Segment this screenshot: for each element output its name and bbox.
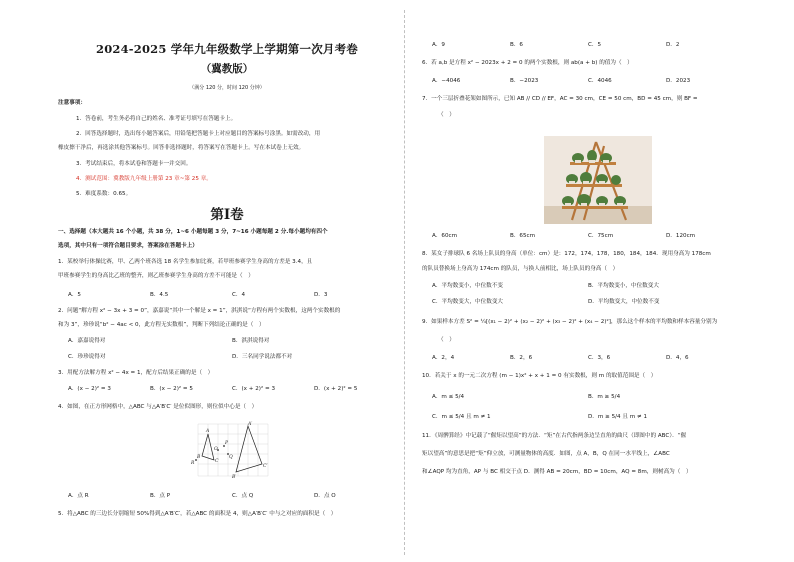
q8-option-c: C．平均数变大，中位数变大 [432, 299, 504, 305]
label-b: B [197, 455, 201, 460]
q2-option-a: A．嘉嘉说得对 [68, 338, 106, 344]
q1-option-d: D．3 [314, 292, 328, 298]
q3-option-d: D．(x + 2)² = 5 [314, 386, 358, 392]
exam-subtitle: （冀教版） [200, 63, 254, 75]
note-5: 5．难度系数：0.65。 [76, 191, 132, 197]
q7-option-a: A．60cm [432, 233, 458, 239]
q9-option-a: A．2，4 [432, 355, 455, 361]
right-column [422, 0, 772, 562]
left-column [58, 0, 396, 562]
q7-option-d: D．120cm [666, 233, 696, 239]
label-p: P [225, 441, 229, 446]
label-b-prime: B′ [232, 475, 237, 480]
q2-line1: 2．问题“解方程 x² − 3x + 3 = 0”，嘉嘉说“其中一个解是 x = 1”，淇淇说“方程有两个实数根，这两个实数根的 [58, 308, 341, 314]
score-time: （满分 120 分，时间 120 分钟） [189, 85, 265, 91]
part1-line2: 选项，其中只有一项符合题目要求，答案涂在答题卡上） [58, 243, 198, 249]
q9-option-d: D．4，6 [666, 355, 689, 361]
note-1: 1．答卷前，考生务必将自己的姓名、准考证号填写在答题卡上。 [76, 116, 237, 122]
q8-option-a: A．平均数变小，中位数不变 [432, 283, 503, 289]
q2-line2: 和为 3”，珍珍说“b² − 4ac < 0，此方程无实数根”，判断下列结论正确的是（ ） [58, 322, 265, 328]
q7-option-b: B．65cm [510, 233, 536, 239]
q6-option-b: B．−2023 [510, 78, 539, 84]
q6-stem: 6．若 a,b 是方程 x² − 2023x + 2 = 0 的两个实数根，则 ab(a + b) 的值为（ ） [422, 60, 633, 66]
q10-option-d: D．m ≥ 5/4 且 m ≠ 1 [588, 414, 647, 420]
q1-option-c: C．4 [232, 292, 246, 298]
note-3: 3．考试结束后，将本试卷和答题卡一并交回。 [76, 161, 192, 167]
q9-line2: （ ） [438, 337, 455, 343]
q5-option-b: B．6 [510, 42, 523, 48]
q9-line1: 9．如果样本方差 S² = ¼[(x₁ − 2)² + (x₂ − 2)² + (x₃ − 2)² + (x₄ − 2)²]，那么这个样本的平均数和样本容量分别为 [422, 319, 718, 325]
q2-option-b: B．淇淇说得对 [232, 338, 270, 344]
q10-option-c: C．m ≤ 5/4 且 m ≠ 1 [432, 414, 491, 420]
label-a-prime: A′ [248, 422, 253, 427]
q11-line1: 11．《周髀算经》中记载了“偃矩以望高”的方法．“矩”在古代指两条边呈直角的曲尺（即图中的 ABC）．“偃 [422, 433, 687, 439]
column-divider [404, 10, 405, 555]
q8-line1: 8．某女子排球队 6 名场上队员的身高（单位：cm）是：172，174，178，180，184，184．现用身高为 178cm [422, 251, 711, 257]
q4-option-d: D．点 O [314, 493, 336, 499]
q3-option-b: B．(x − 2)² = 5 [150, 386, 193, 392]
q10-option-b: B．m ≥ 5/4 [588, 394, 621, 400]
exam-title: 2024-2025 学年九年级数学上学期第一次月考卷 [96, 42, 358, 56]
q5-option-d: D．2 [666, 42, 680, 48]
q4-option-b: B．点 P [150, 493, 171, 499]
q4-grid-figure [188, 420, 278, 480]
q4-stem: 4．如图，在正方形网格中，△ABC 与△A′B′C′ 是位似图形，则位似中心是（ ） [58, 404, 258, 410]
q3-option-c: C．(x + 2)² = 3 [232, 386, 276, 392]
q7-line1: 7．一个三层折叠花架如图所示，已知 AB // CD // EF，AC = 30 cm，CE = 50 cm，BD = 45 cm，则 BF = [422, 96, 698, 102]
q6-option-d: D．2023 [666, 78, 691, 84]
q4-option-c: C．点 Q [232, 493, 254, 499]
q4-option-a: A．点 R [68, 493, 89, 499]
q10-stem: 10．若关于 x 的一元二次方程 (m − 1)x² + x + 1 = 0 有实数根，则 m 的取值范围是（ ） [422, 373, 657, 379]
notes-heading: 注意事项： [58, 100, 86, 106]
q2-option-d: D．三名同学说法都不对 [232, 354, 293, 360]
label-q: Q [229, 455, 233, 460]
q6-option-c: C．4046 [588, 78, 612, 84]
q11-line3: 和∠AQP 均为直角，AP 与 BC 相交于点 D．测得 AB = 20cm，BD = 10cm，AQ = 8m，则树高为（ ） [422, 469, 692, 475]
q11-line2: 矩以望高”的意思是把“矩”仰立放，可测量物体的高度．如图，点 A，B，Q 在同一水平线上，∠ABC [422, 451, 670, 457]
q8-option-d: D．平均数变大，中位数不变 [588, 299, 660, 305]
q5-option-c: C．5 [588, 42, 602, 48]
q7-line2: （ ） [438, 112, 455, 118]
q7-option-c: C．75cm [588, 233, 614, 239]
label-o: O [214, 447, 218, 452]
q3-option-a: A．(x − 2)² = 3 [68, 386, 111, 392]
q6-option-a: A．−4046 [432, 78, 461, 84]
q8-line2: 的队员替换场上身高为 174cm 的队员，与换人前相比，场上队员的身高（ ） [422, 266, 619, 272]
part1-line1: 一、选择题（本大题共 16 个小题，共 38 分，1~6 小题每题 3 分，7~16 小题每题 2 分.每小题均有四个 [58, 229, 328, 235]
q5-stem: 5．将△ABC 的三边长分别缩短 50%得到△A′B′C′，若△ABC 的面积是 4，则△A′B′C′ 中与之对应的面积是（ ） [58, 511, 337, 517]
note-2b: 橡皮擦干净后，再选涂其他答案标号。回答非选择题时，将答案写在答题卡上。写在本试卷上无效。 [58, 145, 305, 151]
plant-stand-photo [544, 136, 652, 224]
q2-option-c: C．珍珍说得对 [68, 354, 106, 360]
q9-option-c: C．3，6 [588, 355, 611, 361]
note-4: 4．测试范围：冀教版九年级上册第 23 章~第 25 章。 [76, 176, 212, 182]
note-2a: 2．回答选择题时，选出每小题答案后，用铅笔把答题卡上对应题目的答案标号涂黑。如需改动，用 [76, 131, 321, 137]
q10-option-a: A．m ≤ 5/4 [432, 394, 465, 400]
q1-option-b: B．4.5 [150, 292, 169, 298]
q1-line2: 甲班参赛学生的身高比乙班的整齐，则乙班参赛学生身高的方差不可能是（ ） [58, 273, 254, 279]
label-r: R [191, 461, 195, 466]
label-a: A [206, 429, 210, 434]
q9-option-b: B．2，6 [510, 355, 533, 361]
section-title: 第Ⅰ卷 [210, 207, 244, 223]
q1-line1: 1．某校举行体操比赛，甲、乙两个班各选 18 名学生参加比赛，若甲班参赛学生身高的方差是 3.4，且 [58, 259, 313, 265]
q1-option-a: A．5 [68, 292, 81, 298]
q5-option-a: A．9 [432, 42, 445, 48]
q8-option-b: B．平均数变小，中位数变大 [588, 283, 659, 289]
q3-stem: 3．用配方法解方程 x² − 4x = 1，配方后结果正确的是（ ） [58, 370, 214, 376]
label-c-prime: C′ [263, 464, 268, 469]
label-c: C [215, 459, 219, 464]
